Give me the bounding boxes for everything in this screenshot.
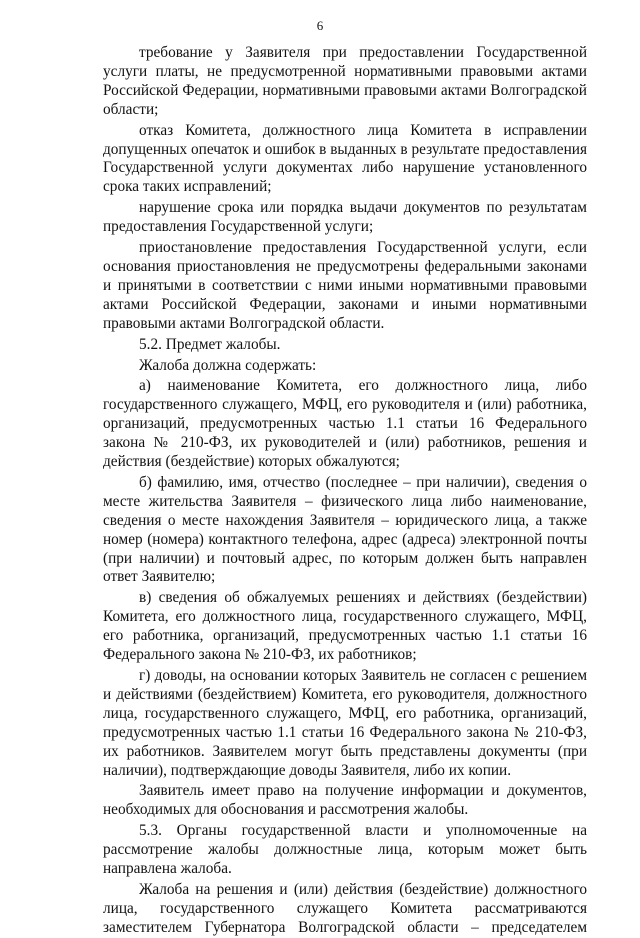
paragraph-item: требование у Заявителя при предоставлении Государственной услуги платы, не предусмотренной нормативными правовыми актами Российской Федерации, нормативными правовыми актами Волгоградской области; — [103, 44, 587, 118]
paragraph-item: приостановление предоставления Государственной услуги, если основания приостановления не предусмотрены федеральными законами и принятыми в соответствии с ними иными нормативными правовыми актами Российской Федерации, законами и иными нормативными правовыми актами Волгоградской области. — [103, 239, 587, 332]
paragraph-item: в) сведения об обжалуемых решениях и действиях (бездействии) Комитета, его должностного лица, государственного служащего, МФЦ, его работника, организаций, предусмотренных частью 1.1 статьи 16 Федерального закона № 210-ФЗ, их работников; — [103, 589, 587, 664]
document-body — [103, 44, 587, 938]
paragraph-item: г) доводы, на основании которых Заявитель не согласен с решением и действиями (бездействием) Комитета, его руководителя, должностного лица, государственного служащего, МФЦ, его работника, организаций, предусмотренных частью 1.1 статьи 16 Федерального закона № 210-ФЗ, их работников. Заявителем могут быть представлены документы (при наличии), подтверждающие доводы Заявителя, либо их копии. — [103, 667, 587, 779]
section-heading-5-2: 5.2. Предмет жалобы. — [139, 335, 281, 353]
paragraph-item: нарушение срока или порядка выдачи документов по результатам предоставления Государственной услуги; — [103, 199, 587, 236]
paragraph-item: Жалоба на решения и (или) действия (бездействие) должностного лица, государственного служащего Комитета рассматриваются заместителем Губернатора Волгоградской области – председателем — [103, 880, 587, 936]
section-heading-5-3: 5.3. Органы государственной власти и уполномоченные на рассмотрение жалобы должностные лица, которым может быть направлена жалоба. — [103, 822, 587, 878]
paragraph-item: а) наименование Комитета, его должностного лица, либо государственного служащего, МФЦ, его руководителя и (или) работника, организаций, предусмотренных частью 1.1 статьи 16 Федерального закона № 210-ФЗ, их руководителей и (или) работников, решения и действия (бездействие) которых обжалуются; — [103, 377, 587, 471]
page-number: 6 — [316, 18, 324, 33]
paragraph-item: Жалоба должна содержать: — [139, 356, 317, 374]
paragraph-item: отказ Комитета, должностного лица Комитета в исправлении допущенных опечаток и ошибок в выданных в результате предоставления Государственной услуги документах либо нарушение установленного срока таких исправлений; — [103, 121, 587, 196]
paragraph-item: б) фамилию, имя, отчество (последнее – при наличии), сведения о месте жительства Заявителя – физического лица либо наименование, сведения о месте нахождения Заявителя – юридического лица, а также номер (номера) контактного телефона, адрес (адреса) электронной почты (при наличии) и почтовый адрес, по которым должен быть направлен ответ Заявителю; — [103, 473, 587, 586]
paragraph-item: Заявитель имеет право на получение информации и документов, необходимых для обоснования и рассмотрения жалобы. — [103, 782, 587, 819]
